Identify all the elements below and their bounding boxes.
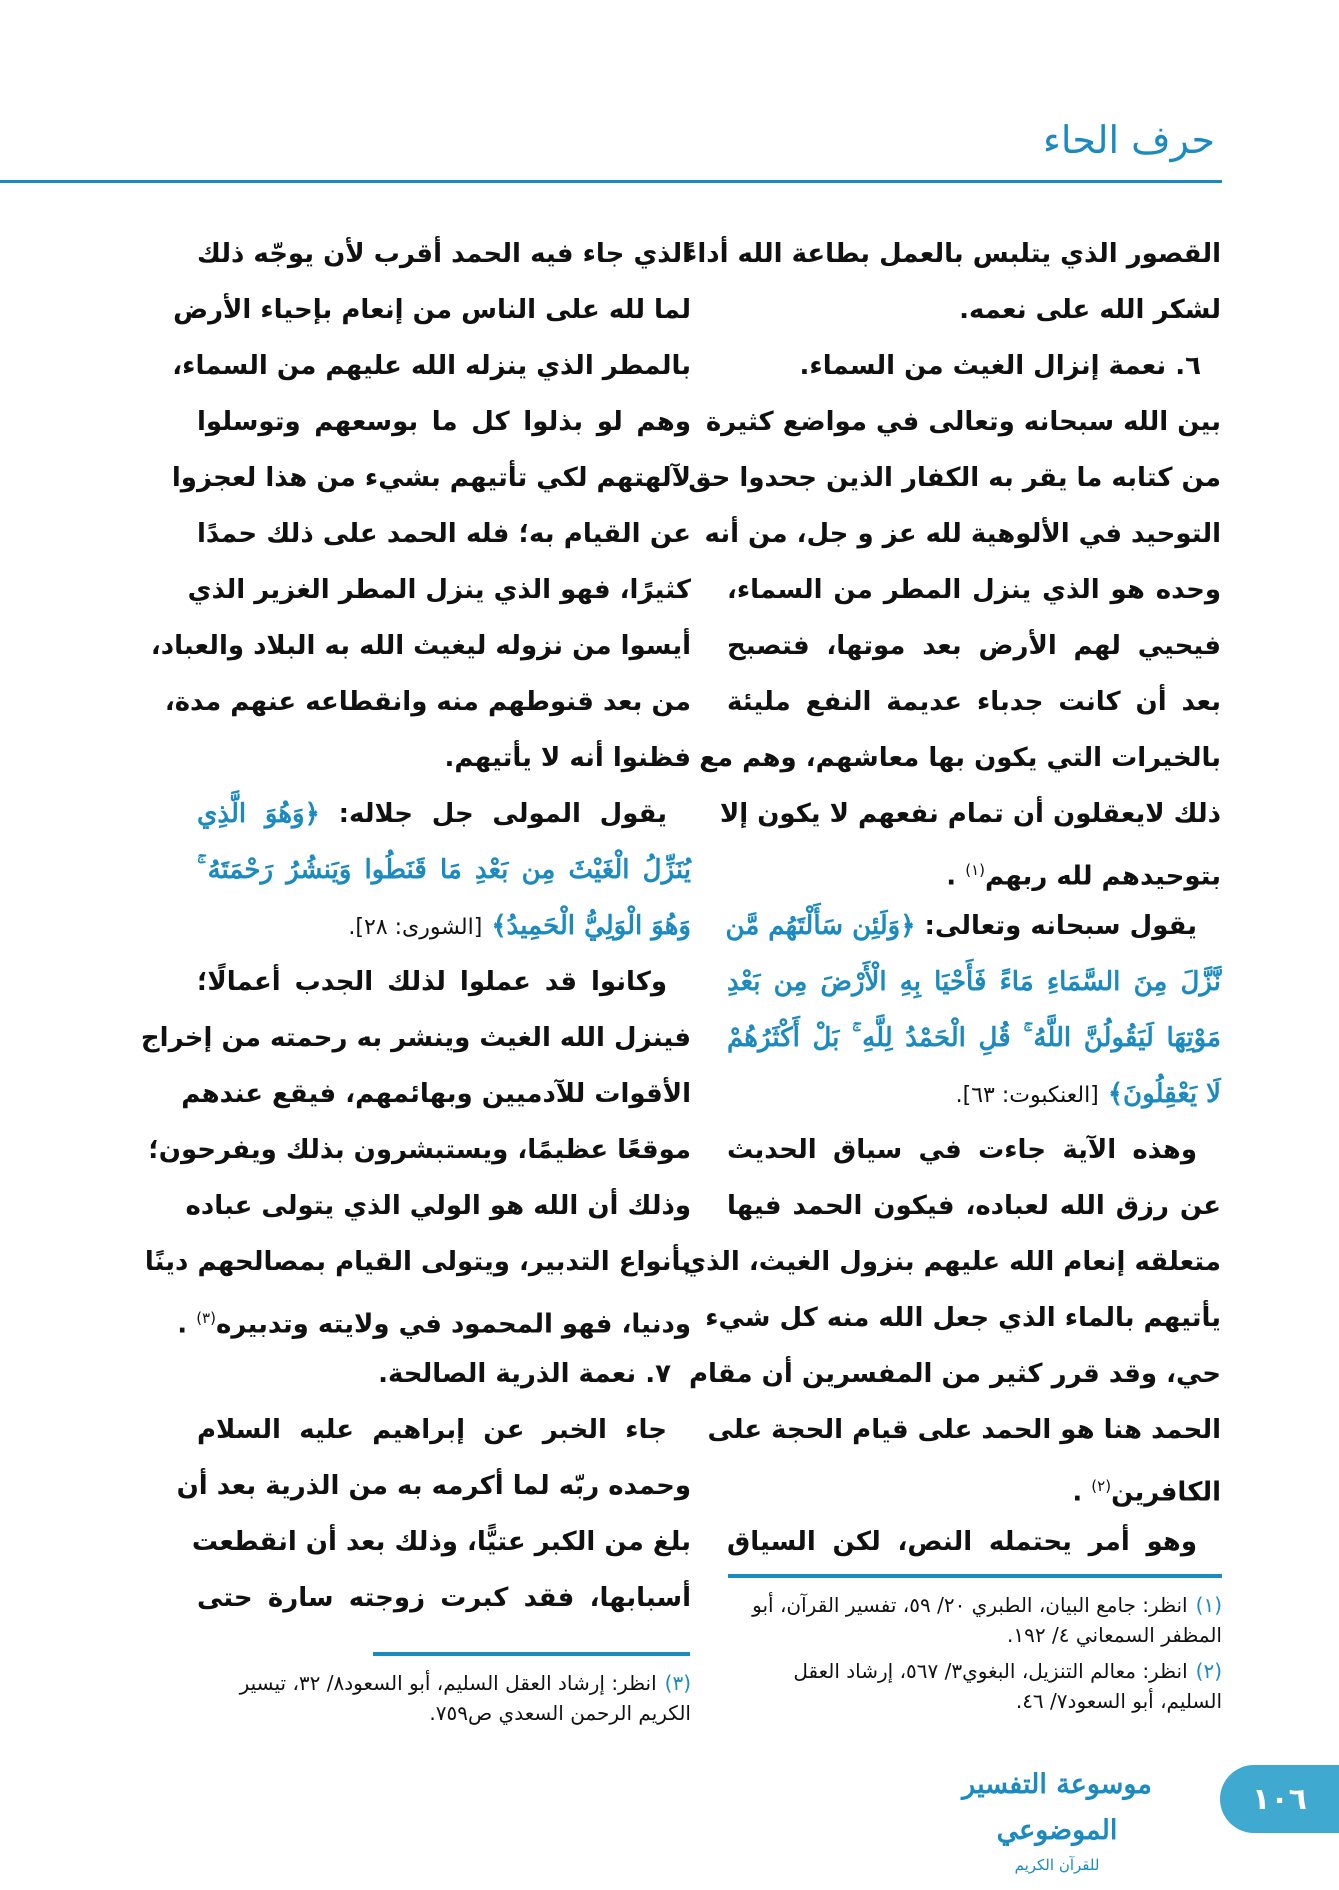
quran-verse: لَا يَعْقِلُونَ﴾ (1098, 1079, 1221, 1109)
text-segment: . (1072, 1477, 1092, 1508)
quran-verse: يُنَزِّلُ الْغَيْثَ مِن بَعْدِ مَا قَنَطُوا وَيَنشُرُ رَحْمَتَهُ ۚ (197, 855, 691, 885)
text-line (727, 282, 1221, 338)
chapter-title: حرف الحاء (1042, 118, 1215, 162)
text-line (173, 282, 691, 338)
quran-verse: ﴿وَهُوَ الَّذِي (197, 799, 320, 829)
text-line (197, 786, 691, 842)
text-line (150, 618, 691, 674)
text-line (682, 1234, 1221, 1290)
text-line (705, 1290, 1221, 1346)
text-segment: الحمد هنا هو الحمد على قيام الحجة على (707, 1415, 1221, 1445)
text-line (727, 562, 1221, 618)
text-line (688, 450, 1221, 506)
text-segment: فظنوا أنه لا يأتيهم. (444, 743, 691, 773)
text-segment: ودنيا، فهو المحمود في ولايته وتدبيره (215, 1309, 691, 1340)
text-line (684, 226, 1221, 282)
text-line (727, 1458, 1221, 1514)
text-line (704, 506, 1221, 562)
footnotes-left (197, 1668, 691, 1734)
text-line (187, 562, 691, 618)
right-text-column (682, 226, 1221, 1570)
text-segment: لشكر الله على نعمه. (959, 295, 1221, 325)
text-segment: وهذه الآية جاءت في سياق الحديث (727, 1135, 1197, 1165)
quran-verse: مَوْتِهَا لَيَقُولُنَّ اللَّهُ ۚ قُلِ الْحَمْدُ لِلَّهِ ۚ بَلْ أَكْثَرُهُمْ (727, 1023, 1221, 1053)
text-line (197, 954, 691, 1010)
verse-reference: [الشورى: ٢٨]. (348, 915, 483, 940)
text-segment: وهم لو بذلوا كل ما بوسعهم وتوسلوا (197, 407, 691, 437)
series-logo (934, 1762, 1180, 1874)
text-line (727, 954, 1221, 1010)
text-line (727, 1010, 1221, 1066)
footnote-number: (١) (1195, 1593, 1222, 1617)
text-line (140, 1010, 691, 1066)
text-segment: وذلك أن الله هو الولي الذي يتولى عباده (185, 1191, 691, 1221)
text-segment: فينزل الله الغيث وينشر به رحمته من إخراج (140, 1023, 691, 1053)
text-line (727, 1122, 1221, 1178)
text-segment: ٧. نعمة الذرية الصالحة. (378, 1359, 671, 1389)
quran-verse: نَّزَّلَ مِنَ السَّمَاءِ مَاءً فَأَحْيَا بِهِ الْأَرْضَ مِن بَعْدِ (727, 967, 1221, 997)
footnote-number: (٣) (664, 1671, 691, 1695)
text-segment: بتوحيدهم لله ربهم (985, 861, 1221, 892)
text-line (171, 450, 691, 506)
text-segment: أسبابها، فقد كبرت زوجته سارة حتى (197, 1583, 691, 1613)
text-segment: يأتيهم بالماء الذي جعل الله منه كل شيء (705, 1303, 1221, 1333)
text-line (172, 338, 691, 394)
text-line (144, 1234, 691, 1290)
text-line (197, 506, 691, 562)
quran-verse: وَهُوَ الْوَلِيُّ الْحَمِيدُ﴾ (482, 911, 691, 941)
text-segment: عن رزق الله لعباده، فيكون الحمد فيها (727, 1191, 1221, 1221)
text-segment: التوحيد في الألوهية لله عز و جل، من أنه (704, 519, 1221, 549)
footnote-text: انظر: إرشاد العقل السليم، أبو السعود٨/ ٣٢، تيسير الكريم الرحمن السعدي ص٧٥٩. (239, 1671, 691, 1725)
text-segment: متعلقه إنعام الله عليهم بنزول الغيث، الذي (682, 1247, 1221, 1277)
text-line (197, 226, 691, 282)
text-segment: يقول المولى جل جلاله: (319, 799, 667, 829)
text-segment: وكانوا قد عملوا لذلك الجدب أعمالًا؛ (197, 967, 667, 997)
text-line (727, 618, 1221, 674)
text-line (177, 1290, 691, 1346)
footnote-number: (٢) (1195, 1659, 1222, 1683)
text-segment: كثيرًا، فهو الذي ينزل المطر الغزير الذي (187, 575, 691, 605)
text-line (727, 842, 1221, 898)
footnote (728, 1590, 1222, 1650)
text-line (181, 1066, 691, 1122)
text-segment: بالخيرات التي يكون بها معاشهم، وهم مع (699, 743, 1221, 773)
text-segment: الأقوات للآدميين وبهائمهم، فيقع عندهم (181, 1079, 691, 1109)
text-segment: الذي جاء فيه الحمد أقرب لأن يوجّه ذلك (197, 239, 691, 269)
footnote (197, 1668, 691, 1728)
section-heading (727, 338, 1221, 394)
text-line (727, 898, 1221, 954)
text-segment: جاء الخبر عن إبراهيم عليه السلام (197, 1415, 667, 1445)
footnotes-right (728, 1590, 1222, 1722)
footnote-divider-right (728, 1574, 1222, 1578)
text-line (185, 1178, 691, 1234)
text-segment: عن القيام به؛ فله الحمد على ذلك حمدًا (197, 519, 691, 549)
text-segment: ذلك لايعقلون أن تمام نفعهم لا يكون إلا (719, 799, 1221, 829)
text-segment: فيحيي لهم الأرض بعد موتها، فتصبح (727, 631, 1221, 661)
text-line (197, 1402, 691, 1458)
text-line (197, 730, 691, 786)
text-segment: بلغ من الكبر عتيًّا، وذلك بعد أن انقطعت (191, 1527, 691, 1557)
text-segment: . (946, 861, 966, 892)
text-segment: وحمده ربّه لما أكرمه به من الذرية بعد أن (176, 1471, 691, 1501)
left-text-column (140, 226, 691, 1626)
text-segment: بأنواع التدبير، ويتولى القيام بمصالحهم دينًا (144, 1247, 691, 1277)
text-segment: بين الله سبحانه وتعالى في مواضع كثيرة (705, 407, 1221, 437)
text-line (727, 1514, 1221, 1570)
footnote (728, 1656, 1222, 1716)
text-segment: القصور الذي يتلبس بالعمل بطاعة الله أداءً (684, 239, 1221, 269)
text-line (727, 1066, 1221, 1122)
page-number: ١٠٦ (1220, 1765, 1339, 1833)
text-line (176, 1458, 691, 1514)
text-line (699, 730, 1221, 786)
text-segment: ٦. نعمة إنزال الغيث من السماء. (799, 351, 1201, 381)
footnote-divider-left (373, 1652, 690, 1656)
section-heading (197, 1346, 691, 1402)
text-line (164, 674, 691, 730)
text-line (197, 394, 691, 450)
text-segment: بعد أن كانت جدباء عديمة النفع مليئة (727, 687, 1221, 717)
footnote-marker: (٢) (1091, 1477, 1112, 1495)
logo-subtitle: للقرآن الكريم (1014, 1856, 1100, 1874)
footnote-text: انظر: جامع البيان، الطبري ٢٠/ ٥٩، تفسير القرآن، أبو المظفر السمعاني ٤/ ١٩٢. (752, 1593, 1222, 1647)
text-segment: الكافرين (1111, 1477, 1221, 1508)
text-line (197, 1570, 691, 1626)
header-divider (0, 180, 1222, 183)
text-line (191, 1514, 691, 1570)
text-line (705, 394, 1221, 450)
text-segment: حي، وقد قرر كثير من المفسرين أن مقام (688, 1359, 1221, 1389)
text-line (707, 1402, 1221, 1458)
quran-verse: ﴿وَلَئِن سَأَلْتَهُم مَّن (725, 911, 916, 941)
text-segment: بالمطر الذي ينزله الله عليهم من السماء، (172, 351, 691, 381)
verse-reference: [العنكبوت: ٦٣]. (955, 1083, 1099, 1108)
text-segment: . (177, 1309, 197, 1340)
text-line (688, 1346, 1221, 1402)
logo-title: موسوعة التفسير الموضوعي (962, 1769, 1152, 1846)
text-segment: وحده هو الذي ينزل المطر من السماء، (727, 575, 1221, 605)
text-segment: وهو أمر يحتمله النص، لكن السياق (727, 1527, 1197, 1557)
text-line (727, 1178, 1221, 1234)
text-line (148, 1122, 691, 1178)
text-segment: موقعًا عظيمًا، ويستبشرون بذلك ويفرحون؛ (148, 1135, 691, 1165)
text-segment: من بعد قنوطهم منه وانقطاعه عنهم مدة، (164, 687, 691, 717)
text-line (197, 842, 691, 898)
text-line (197, 898, 691, 954)
text-segment: لما لله على الناس من إنعام بإحياء الأرض (173, 295, 691, 325)
footnote-text: انظر: معالم التنزيل، البغوي٣/ ٥٦٧، إرشاد العقل السليم، أبو السعود٧/ ٤٦. (793, 1659, 1222, 1713)
footnote-marker: (٣) (196, 1309, 216, 1327)
text-line (727, 674, 1221, 730)
text-segment: من كتابه ما يقر به الكفار الذين جحدوا حق (688, 463, 1221, 493)
text-segment: لآلهتهم لكي تأتيهم بشيء من هذا لعجزوا (171, 463, 691, 493)
text-line (719, 786, 1221, 842)
text-segment: أيسوا من نزوله ليغيث الله به البلاد والعباد، (150, 631, 691, 661)
footnote-marker: (١) (965, 861, 985, 879)
text-segment: يقول سبحانه وتعالى: (915, 911, 1197, 941)
